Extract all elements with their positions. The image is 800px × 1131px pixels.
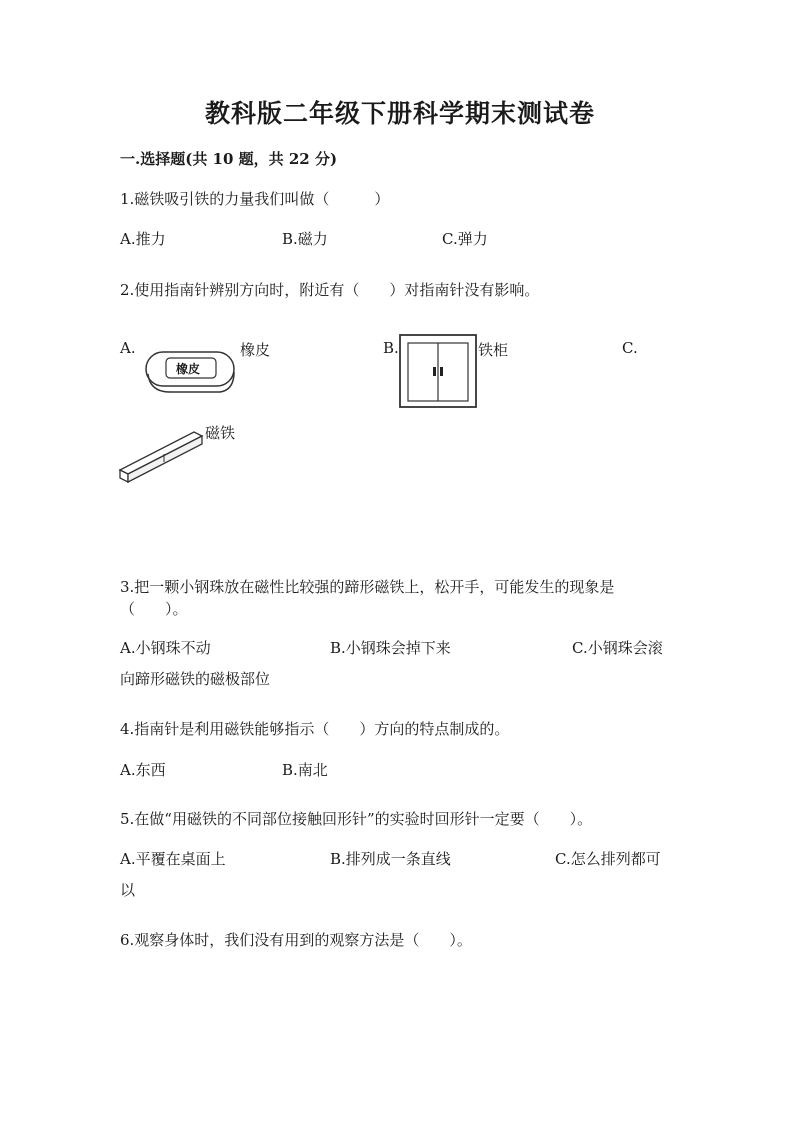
cabinet-label: 铁柜 bbox=[478, 341, 509, 359]
q5-option-b: B.排列成一条直线 bbox=[330, 850, 451, 868]
q3-option-b: B.小钢珠会掉下来 bbox=[330, 639, 451, 657]
q4-option-b: B.南北 bbox=[282, 761, 328, 779]
question-3-line-2: （ ）。 bbox=[120, 600, 188, 618]
q5-option-a: A.平覆在桌面上 bbox=[120, 850, 226, 868]
question-2: 2.使用指南针辨别方向时，附近有（ ）对指南针没有影响。 bbox=[120, 281, 540, 299]
q2-option-b: B. bbox=[383, 339, 399, 357]
eraser-picture bbox=[140, 348, 240, 398]
exam-title: 教科版二年级下册科学期末测试卷 bbox=[204, 99, 595, 128]
q1-option-a: A.推力 bbox=[120, 230, 166, 248]
q3-option-c-wrap: 向蹄形磁铁的磁极部位 bbox=[120, 670, 271, 688]
question-6: 6.观察身体时，我们没有用到的观察方法是（ ）。 bbox=[120, 931, 472, 949]
question-3-line-1: 3.把一颗小钢珠放在磁性比较强的蹄形磁铁上，松开手，可能发生的现象是 bbox=[120, 578, 615, 596]
q5-option-c: C.怎么排列都可 bbox=[555, 850, 661, 868]
magnet-picture bbox=[118, 424, 208, 486]
q2-option-c: C. bbox=[622, 339, 638, 357]
magnet-bar-icon bbox=[118, 424, 208, 486]
eraser-label: 橡皮 bbox=[240, 341, 271, 359]
question-4: 4.指南针是利用磁铁能够指示（ ）方向的特点制成的。 bbox=[120, 720, 510, 738]
question-1: 1.磁铁吸引铁的力量我们叫做（ ） bbox=[120, 190, 390, 208]
question-5: 5.在做“用磁铁的不同部位接触回形针”的实验时回形针一定要（ ）。 bbox=[120, 810, 593, 828]
q1-option-b: B.磁力 bbox=[282, 230, 328, 248]
q4-option-a: A.东西 bbox=[120, 761, 166, 779]
q3-option-a: A.小钢珠不动 bbox=[120, 639, 211, 657]
eraser-printed-text: 橡皮 bbox=[176, 362, 201, 376]
section-heading: 一.选择题(共 10 题，共 22 分) bbox=[120, 150, 338, 168]
magnet-label: 磁铁 bbox=[205, 424, 236, 442]
q5-option-c-wrap: 以 bbox=[120, 881, 136, 899]
q2-option-a: A. bbox=[120, 339, 136, 357]
q1-option-c: C.弹力 bbox=[442, 230, 488, 248]
cabinet-picture bbox=[398, 333, 478, 409]
cabinet-icon bbox=[398, 333, 478, 409]
q3-option-c: C.小钢珠会滚 bbox=[572, 639, 663, 657]
